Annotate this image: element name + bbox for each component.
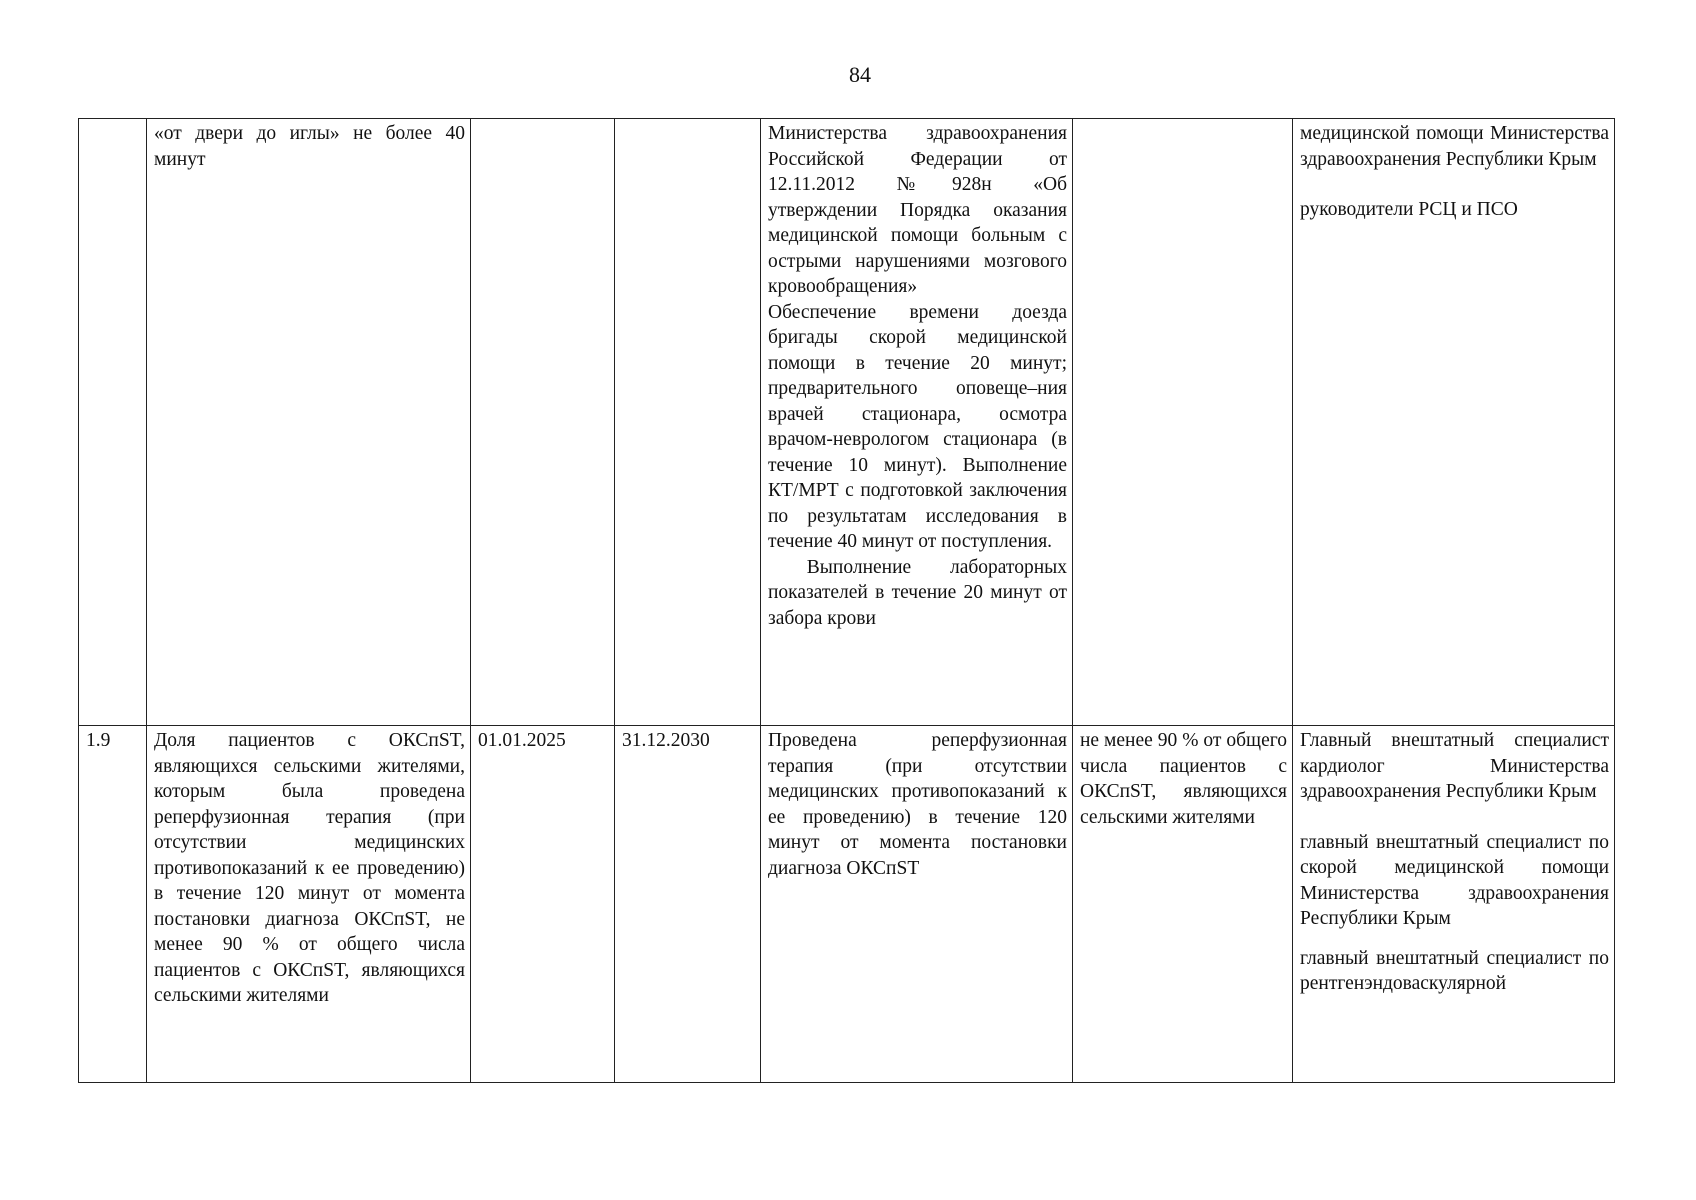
responsible-paragraph: руководители РСЦ и ПСО	[1300, 199, 1518, 220]
result-paragraph: Выполнение лабораторных показателей в течение 20 минут от забора крови	[768, 556, 1072, 629]
result-paragraph: Обеспечение времени доезда бригады скорой медицинской помощи в течение 20 минут; предварительного оповеще–ния врачей стационара, осмотра врачом-неврологом стационара (в течение 10 минут). Выполнение КТ/МРТ с подготовкой заключения по результатам исследования в течение 40 минут от поступления.	[768, 301, 1067, 552]
responsible-paragraph: медицинской помощи Министерства здравоохранения Республики Крым	[1300, 123, 1609, 170]
end-date-cell	[615, 119, 761, 726]
responsible-cell	[1293, 119, 1615, 726]
table-row	[79, 726, 1615, 1083]
row-number-cell: 1.9	[79, 726, 147, 1083]
row-number-cell	[79, 119, 147, 726]
end-date-cell: 31.12.2030	[615, 726, 761, 1083]
start-date-cell	[471, 119, 615, 726]
result-cell	[761, 119, 1073, 726]
indicator-cell: Доля пациентов с ОКСпST, являющихся сельскими жителями, которым была проведена реперфузионная терапия (при отсутствии медицинских противопоказаний к ее проведению) в течение 120 минут от момента постановки диагноза ОКСпST, не менее 90 % от общего числа пациентов с ОКСпST, являющихся сельскими жителями	[147, 726, 471, 1083]
result-cell	[761, 726, 1073, 1083]
start-date-cell: 01.01.2025	[471, 726, 615, 1083]
activities-table	[78, 118, 1615, 1083]
responsible-paragraph: главный внештатный специалист по скорой медицинской помощи Министерства здравоохранения Республики Крым	[1300, 831, 1609, 929]
indicator-cell: «от двери до иглы» не более 40 минут	[147, 119, 471, 726]
responsible-paragraph: Главный внештатный специалист кардиолог Министерства здравоохранения Республики Крым	[1300, 730, 1609, 802]
page-number: 84	[849, 62, 871, 87]
responsible-cell	[1293, 726, 1615, 1083]
result-paragraph: Министерства здравоохранения Российской Федерации от 12.11.2012 №928н «Об утверждении Порядка оказания медицинской помощи больным с острыми нарушениями мозгового кровообращения»	[768, 123, 1067, 297]
target-value-cell: не менее 90 % от общего числа пациентов с ОКСпST, являющихся сельскими жителями	[1073, 726, 1293, 1083]
responsible-paragraph: главный внештатный специалист по рентгенэндоваскулярной	[1300, 947, 1609, 994]
table-row	[79, 119, 1615, 726]
result-paragraph: Проведена реперфузионная терапия (при отсутствии медицинских противопоказаний к ее проведению) в течение 120 минут от момента постановки диагноза ОКСпST	[768, 730, 1067, 879]
target-value-cell	[1073, 119, 1293, 726]
